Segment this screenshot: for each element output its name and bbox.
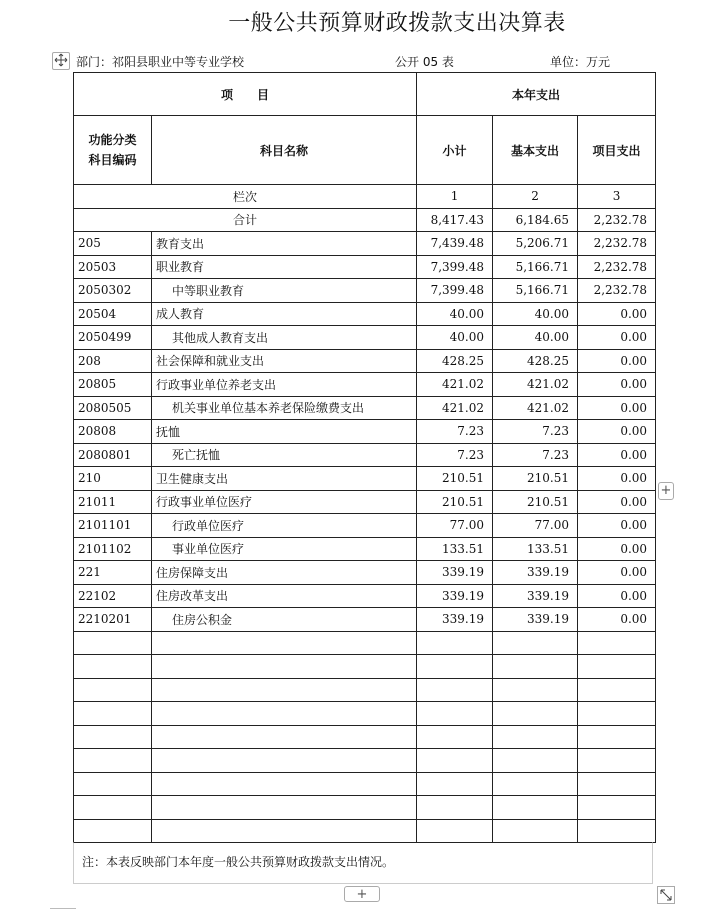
row-code: 221 (74, 561, 152, 585)
empty-cell (578, 749, 656, 773)
empty-cell (417, 725, 493, 749)
page-edge-line (50, 908, 76, 909)
table-row (74, 514, 656, 538)
empty-cell (578, 796, 656, 820)
row-subtotal: 339.19 (417, 584, 493, 608)
table-code-label: 公开 05 表 (395, 55, 454, 69)
row-subtotal: 7,399.48 (417, 255, 493, 279)
empty-cell (152, 631, 417, 655)
table-row (74, 608, 656, 632)
empty-cell (417, 749, 493, 773)
total-basic: 6,184.65 (493, 208, 578, 232)
table-row (74, 561, 656, 585)
row-subtotal: 40.00 (417, 302, 493, 326)
func-code-header (74, 116, 152, 185)
row-name: 抚恤 (152, 420, 417, 444)
empty-cell (493, 749, 578, 773)
empty-row (74, 631, 656, 655)
row-code: 22102 (74, 584, 152, 608)
row-subtotal: 339.19 (417, 608, 493, 632)
item-header: 项 目 (74, 73, 417, 116)
row-subtotal: 421.02 (417, 396, 493, 420)
row-name: 死亡抚恤 (152, 443, 417, 467)
row-name: 事业单位医疗 (152, 537, 417, 561)
empty-cell (417, 702, 493, 726)
row-code: 20808 (74, 420, 152, 444)
row-project: 0.00 (578, 467, 656, 491)
row-code: 2210201 (74, 608, 152, 632)
resize-handle[interactable] (657, 886, 675, 904)
row-name: 行政事业单位医疗 (152, 490, 417, 514)
row-project: 0.00 (578, 396, 656, 420)
empty-cell (417, 678, 493, 702)
func-code-line2: 科目编码 (88, 153, 137, 167)
empty-cell (152, 796, 417, 820)
table-note: 注：本表反映部门本年度一般公共预算财政拨款支出情况。 (73, 842, 653, 884)
table-row (74, 255, 656, 279)
row-project: 0.00 (578, 584, 656, 608)
page-title: 一般公共预算财政拨款支出决算表 (228, 11, 566, 36)
project-header: 项目支出 (578, 116, 656, 185)
row-project: 0.00 (578, 349, 656, 373)
empty-cell (152, 725, 417, 749)
empty-row (74, 749, 656, 773)
plus-icon: + (356, 887, 368, 902)
empty-cell (152, 702, 417, 726)
row-basic: 421.02 (493, 396, 578, 420)
row-subtotal: 428.25 (417, 349, 493, 373)
row-project: 0.00 (578, 490, 656, 514)
table-row (74, 279, 656, 303)
total-subtotal: 8,417.43 (417, 208, 493, 232)
empty-cell (493, 819, 578, 843)
row-subtotal: 339.19 (417, 561, 493, 585)
plus-icon: + (660, 483, 672, 498)
row-code: 2101101 (74, 514, 152, 538)
row-code: 20503 (74, 255, 152, 279)
index-c3: 3 (578, 185, 656, 209)
empty-cell (493, 678, 578, 702)
empty-row (74, 655, 656, 679)
empty-row (74, 702, 656, 726)
empty-cell (74, 655, 152, 679)
table-row (74, 302, 656, 326)
row-basic: 5,206.71 (493, 232, 578, 256)
row-code: 20504 (74, 302, 152, 326)
row-code: 2050302 (74, 279, 152, 303)
empty-cell (417, 655, 493, 679)
empty-cell (74, 772, 152, 796)
row-code: 2080505 (74, 396, 152, 420)
table-row (74, 537, 656, 561)
empty-cell (578, 678, 656, 702)
empty-cell (152, 678, 417, 702)
row-name: 行政单位医疗 (152, 514, 417, 538)
row-code: 20805 (74, 373, 152, 397)
row-name: 教育支出 (152, 232, 417, 256)
row-name: 卫生健康支出 (152, 467, 417, 491)
row-basic: 40.00 (493, 326, 578, 350)
table-row (74, 584, 656, 608)
row-project: 0.00 (578, 514, 656, 538)
row-code: 210 (74, 467, 152, 491)
empty-cell (493, 796, 578, 820)
current-year-header: 本年支出 (417, 73, 656, 116)
row-basic: 210.51 (493, 467, 578, 491)
table-move-handle[interactable] (52, 52, 70, 70)
empty-cell (578, 819, 656, 843)
header-row-1 (74, 73, 656, 116)
row-name: 成人教育 (152, 302, 417, 326)
row-basic: 428.25 (493, 349, 578, 373)
row-basic: 339.19 (493, 584, 578, 608)
empty-cell (152, 772, 417, 796)
row-project: 0.00 (578, 443, 656, 467)
table-row (74, 467, 656, 491)
empty-cell (74, 678, 152, 702)
row-basic: 421.02 (493, 373, 578, 397)
row-name: 社会保障和就业支出 (152, 349, 417, 373)
row-code: 208 (74, 349, 152, 373)
empty-cell (74, 631, 152, 655)
row-project: 0.00 (578, 561, 656, 585)
table-row (74, 232, 656, 256)
table-row (74, 396, 656, 420)
empty-cell (578, 772, 656, 796)
empty-cell (417, 631, 493, 655)
empty-row (74, 796, 656, 820)
row-project: 2,232.78 (578, 255, 656, 279)
row-subtotal: 7,439.48 (417, 232, 493, 256)
expenditure-table (73, 72, 656, 843)
unit-label: 单位：万元 (550, 55, 611, 69)
row-project: 0.00 (578, 373, 656, 397)
index-c1: 1 (417, 185, 493, 209)
basic-header: 基本支出 (493, 116, 578, 185)
empty-cell (74, 749, 152, 773)
empty-cell (578, 655, 656, 679)
row-project: 0.00 (578, 302, 656, 326)
empty-cell (493, 655, 578, 679)
resize-icon (658, 887, 674, 903)
row-project: 0.00 (578, 608, 656, 632)
table-row (74, 326, 656, 350)
row-basic: 40.00 (493, 302, 578, 326)
add-row-button[interactable] (344, 886, 380, 902)
row-name: 住房保障支出 (152, 561, 417, 585)
empty-cell (74, 725, 152, 749)
row-basic: 339.19 (493, 608, 578, 632)
table-row (74, 373, 656, 397)
row-subtotal: 133.51 (417, 537, 493, 561)
table-row (74, 490, 656, 514)
row-subtotal: 7.23 (417, 443, 493, 467)
row-subtotal: 77.00 (417, 514, 493, 538)
empty-cell (417, 796, 493, 820)
empty-cell (152, 819, 417, 843)
empty-cell (493, 631, 578, 655)
row-basic: 7.23 (493, 443, 578, 467)
empty-cell (152, 749, 417, 773)
row-code: 205 (74, 232, 152, 256)
empty-cell (493, 772, 578, 796)
empty-cell (578, 631, 656, 655)
row-code: 2050499 (74, 326, 152, 350)
index-c2: 2 (493, 185, 578, 209)
index-label: 栏次 (74, 185, 417, 209)
row-subtotal: 210.51 (417, 467, 493, 491)
row-project: 0.00 (578, 537, 656, 561)
subject-name-header: 科目名称 (152, 116, 417, 185)
total-project: 2,232.78 (578, 208, 656, 232)
subtotal-header: 小计 (417, 116, 493, 185)
row-subtotal: 210.51 (417, 490, 493, 514)
row-basic: 77.00 (493, 514, 578, 538)
empty-row (74, 819, 656, 843)
table-row (74, 349, 656, 373)
index-row (74, 185, 656, 209)
empty-cell (493, 702, 578, 726)
row-basic: 5,166.71 (493, 279, 578, 303)
row-code: 2101102 (74, 537, 152, 561)
row-subtotal: 7.23 (417, 420, 493, 444)
row-name: 其他成人教育支出 (152, 326, 417, 350)
total-label: 合计 (74, 208, 417, 232)
row-basic: 210.51 (493, 490, 578, 514)
empty-row (74, 772, 656, 796)
row-basic: 7.23 (493, 420, 578, 444)
add-column-button[interactable] (658, 482, 674, 500)
empty-cell (152, 655, 417, 679)
empty-cell (578, 725, 656, 749)
row-project: 0.00 (578, 420, 656, 444)
row-name: 住房改革支出 (152, 584, 417, 608)
func-code-line1: 功能分类 (88, 133, 137, 147)
empty-row (74, 725, 656, 749)
empty-cell (578, 702, 656, 726)
row-project: 2,232.78 (578, 232, 656, 256)
empty-cell (493, 725, 578, 749)
department-label: 部门：祁阳县职业中等专业学校 (76, 55, 245, 69)
row-subtotal: 40.00 (417, 326, 493, 350)
total-row (74, 208, 656, 232)
row-code: 2080801 (74, 443, 152, 467)
row-name: 中等职业教育 (152, 279, 417, 303)
row-name: 行政事业单位养老支出 (152, 373, 417, 397)
row-name: 机关事业单位基本养老保险缴费支出 (152, 396, 417, 420)
empty-cell (74, 796, 152, 820)
empty-cell (74, 702, 152, 726)
row-basic: 5,166.71 (493, 255, 578, 279)
row-subtotal: 7,399.48 (417, 279, 493, 303)
empty-row (74, 678, 656, 702)
row-code: 21011 (74, 490, 152, 514)
header-row-2 (74, 116, 656, 185)
row-name: 住房公积金 (152, 608, 417, 632)
move-icon (54, 53, 68, 67)
row-name: 职业教育 (152, 255, 417, 279)
row-basic: 339.19 (493, 561, 578, 585)
empty-cell (74, 819, 152, 843)
row-project: 2,232.78 (578, 279, 656, 303)
row-project: 0.00 (578, 326, 656, 350)
row-subtotal: 421.02 (417, 373, 493, 397)
table-row (74, 420, 656, 444)
row-basic: 133.51 (493, 537, 578, 561)
empty-cell (417, 772, 493, 796)
table-row (74, 443, 656, 467)
empty-cell (417, 819, 493, 843)
